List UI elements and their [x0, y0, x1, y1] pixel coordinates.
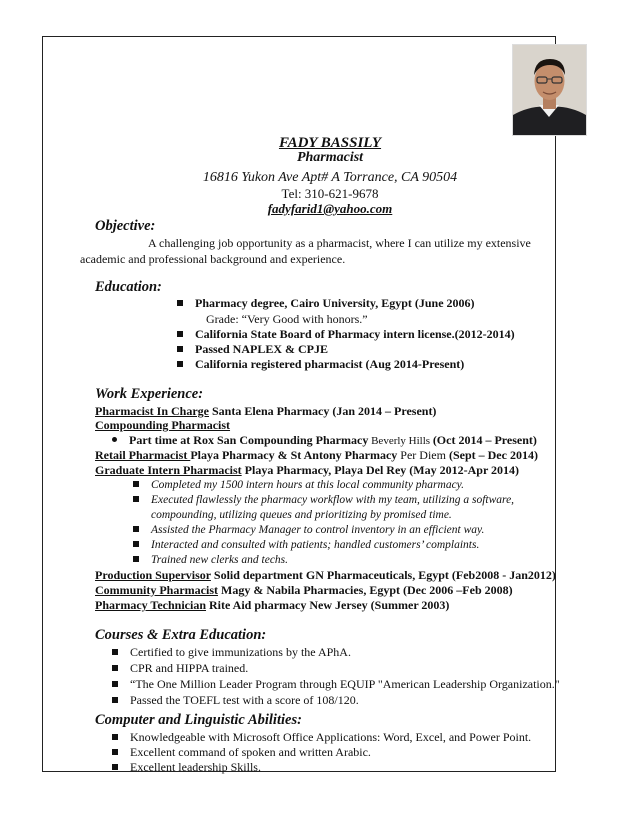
duty-3: Assisted the Pharmacy Manager to control inventory in an efficient way. [133, 524, 484, 536]
education-item-3: Passed NAPLEX & CPJE [177, 342, 328, 357]
education-item-4: California registered pharmacist (Aug 2014-Present) [177, 357, 464, 372]
job-7: Pharmacy Technician Rite Aid pharmacy New Jersey (Summer 2003) [95, 598, 450, 612]
duty-2-cont: compounding, utilizing queues and prioritizing by promised time. [151, 509, 452, 521]
square-bullet-icon [177, 300, 183, 306]
profile-photo [512, 44, 587, 136]
address: 16816 Yukon Ave Apt# A Torrance, CA 90504 [202, 170, 458, 185]
square-bullet-icon [133, 481, 139, 487]
education-item-2: California State Board of Pharmacy intern license.(2012-2014) [177, 327, 515, 342]
square-bullet-icon [112, 665, 118, 671]
course-item-2: CPR and HIPPA trained. [112, 661, 248, 676]
job-1: Pharmacist In Charge Santa Elena Pharmacy (Jan 2014 – Present) [95, 404, 437, 418]
duty-2: Executed flawlessly the pharmacy workflow with my team, utilizing a software, [133, 494, 514, 506]
course-item-3: “The One Million Leader Program through EQUIP "American Leadership Organization." [112, 677, 560, 692]
phone: Tel: 310-621-9678 [281, 186, 379, 201]
course-item-1: Certified to give immunizations by the APhA. [112, 645, 351, 660]
objective-heading: Objective: [95, 218, 156, 234]
skill-item-3: Excellent leadership Skills. [112, 760, 261, 775]
duty-1: Completed my 1500 intern hours at this local community pharmacy. [133, 479, 464, 491]
course-item-4: Passed the TOEFL test with a score of 108/120. [112, 693, 359, 708]
square-bullet-icon [133, 556, 139, 562]
square-bullet-icon [112, 697, 118, 703]
skill-item-1: Knowledgeable with Microsoft Office Applications: Word, Excel, and Power Point. [112, 730, 531, 745]
job-4: Graduate Intern Pharmacist Playa Pharmacy, Playa Del Rey (May 2012-Apr 2014) [95, 463, 520, 477]
objective-line-2: academic and professional background and experience. [80, 252, 346, 266]
duty-5: Trained new clerks and techs. [133, 554, 288, 566]
square-bullet-icon [112, 764, 118, 770]
square-bullet-icon [133, 526, 139, 532]
square-bullet-icon [112, 734, 118, 740]
square-bullet-icon [112, 749, 118, 755]
education-item-1: Pharmacy degree, Cairo University, Egypt (June 2006) [177, 296, 475, 311]
skills-heading: Computer and Linguistic Abilities: [95, 712, 302, 728]
email-link[interactable]: fadyfarid1@yahoo.com [267, 201, 393, 216]
skill-item-2: Excellent command of spoken and written Arabic. [112, 745, 371, 760]
candidate-name: FADY BASSILY [278, 135, 382, 151]
work-heading: Work Experience: [95, 386, 204, 402]
square-bullet-icon [112, 681, 118, 687]
duty-4: Interacted and consulted with patients; handled customers’ complaints. [133, 539, 479, 551]
courses-heading: Courses & Extra Education: [95, 627, 267, 643]
job-5: Production Supervisor Solid department GN Pharmaceuticals, Egypt (Feb2008 - Jan2012) [95, 568, 556, 582]
job-2: Compounding Pharmacist [95, 418, 231, 432]
square-bullet-icon [177, 361, 183, 367]
square-bullet-icon [112, 649, 118, 655]
square-bullet-icon [177, 331, 183, 337]
job-6: Community Pharmacist Magy & Nabila Pharmacies, Egypt (Dec 2006 –Feb 2008) [95, 583, 513, 597]
square-bullet-icon [133, 496, 139, 502]
square-bullet-icon [177, 346, 183, 352]
education-heading: Education: [95, 279, 162, 295]
objective-line-1: A challenging job opportunity as a pharmacist, where I can utilize my extensive [148, 236, 531, 250]
education-grade: Grade: “Very Good with honors.” [206, 312, 368, 326]
round-bullet-icon [112, 437, 117, 442]
job-title: Pharmacist [296, 150, 364, 165]
job-3: Retail Pharmacist Playa Pharmacy & St Antony Pharmacy Per Diem (Sept – Dec 2014) [95, 448, 538, 462]
square-bullet-icon [133, 541, 139, 547]
job-2-detail: Part time at Rox San Compounding Pharmacy Beverly Hills (Oct 2014 – Present) [112, 433, 537, 448]
